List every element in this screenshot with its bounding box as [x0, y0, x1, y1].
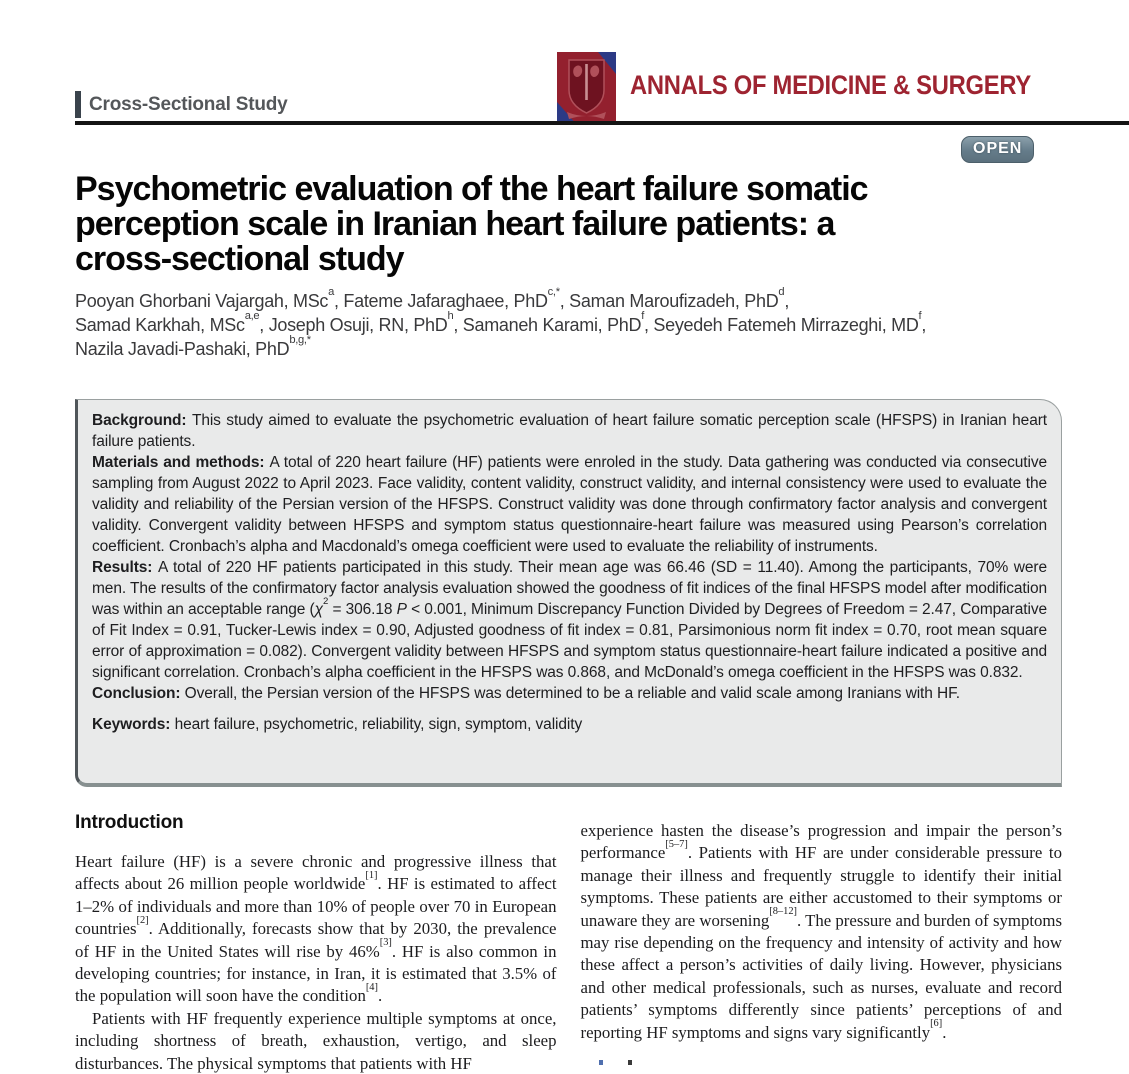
article-title-line: Psychometric evaluation of the heart failure somatic [75, 170, 868, 208]
article-title [75, 172, 1085, 277]
intro-paragraph-3: experience hasten the disease’s progression and impair the person’s performance[5–7]. Patients with HF are under considerable pressure to manage their illness and frequently struggle to identify their initial symptoms. These patients are either accustomed to their symptoms or unaware they are worsening[8–12]. The pressure and burden of symptoms may rise depending on the frequency and intensity of activity and how these affect a person’s activities of daily living. However, physicians and other medical professionals, such as nurses, evaluate and record patients’ symptoms differently since patients’ perceptions of and reporting HF symptoms and signs vary significantly[6]. [580, 821, 1062, 1042]
body-columns [75, 812, 1062, 1074]
intro-paragraph-1: Heart failure (HF) is a severe chronic and progressive illness that affects about 26 million people worldwide[1]. HF is estimated to affect 1–2% of individuals and more than 10% of people over 70 in European countries[2]. Additionally, forecasts show that by 2030, the prevalence of HF in the United States will rise by 46%[3]. HF is also common in developing countries; for instance, in Iran, it is estimated that 3.5% of the population will soon have the condition[4]. [75, 852, 557, 1006]
intro-paragraph-2: Patients with HF frequently experience multiple symptoms at once, including shortness of breath, exhaustion, vertigo, and sleep disturbances. The physical symptoms that patients with HF [75, 1008, 557, 1073]
clipped-text-fragment [628, 1060, 632, 1065]
article-title-line: perception scale in Iranian heart failure patients: a [75, 205, 835, 243]
abstract-box [75, 399, 1062, 787]
article-title-line: cross-sectional study [75, 240, 404, 278]
abstract-results: Results: A total of 220 HF patients participated in this study. Their mean age was 66.46 (SD = 11.40). Among the participants, 70% were men. The results of the confirmatory factor analysis evaluation showed the goodness of fit indices of the final HFSPS model after modification was within an acceptable range ($\chi^2 = 306.18$ P < 0.001, Minimum Discrepancy Function Divided by Degrees of Freedom = 2.47, Comparative of Fit Index = 0.91, Tucker-Lewis index = 0.90, Adjusted goodness of fit index = 0.81, Parsimonious norm fit index = 0.70, root mean square error of approximation = 0.082). Convergent validity between HFSPS and symptom status questionnaire-heart failure indicated a positive and significant correlation. Cronbach’s alpha coefficient in the HFSPS was 0.868, and McDonald’s omega coefficient in the HFSPS was 0.832. [92, 559, 1047, 681]
abstract-keywords: Keywords: heart failure, psychometric, reliability, sign, symptom, validity [92, 716, 583, 733]
body-column-right [581, 812, 1063, 1074]
abstract-methods: Materials and methods: A total of 220 heart failure (HF) patients were enroled in the study. Data gathering was conducted via consecutive sampling from August 2022 to April 2023. Face validity, content validity, construct validity, and internal consistency were used to evaluate the validity and reliability of the Persian version of the HFSPS. Construct validity was done through confirmatory factor analysis and convergent validity. Convergent validity between HFSPS and symptom status questionnaire-heart failure was measured using Pearson’s correlation coefficient. Cronbach’s alpha and Macdonald’s omega coefficient were used to evaluate the reliability of instruments. [92, 454, 1047, 555]
body-column-left [75, 812, 557, 1074]
header-divider [75, 121, 1129, 125]
article-type-label: Cross-Sectional Study [89, 93, 288, 115]
author-list [75, 285, 1085, 361]
abstract-background: Background: This study aimed to evaluate the psychometric evaluation of heart failure somatic perception scale (HFSPS) in Iranian heart failure patients. [92, 412, 1047, 450]
abstract-conclusion: Conclusion: Overall, the Persian version of the HFSPS was determined to be a reliable and valid scale among Iranians with HF. [92, 685, 960, 702]
introduction-heading: Introduction [75, 812, 184, 833]
clipped-text-fragment [599, 1060, 603, 1065]
author-line: Samad Karkhah, MSc$^{a,e}$, Joseph Osuji, RN, PhD$^h$, Samaneh Karami, PhD$^f$, Seyedeh Fatemeh Mirrazeghi, $MD^f$, [75, 309, 927, 335]
journal-crest-icon [557, 52, 616, 125]
journal-title: ANNALS OF MEDICINE & SURGERY [630, 70, 1031, 100]
author-line: Pooyan Ghorbani Vajargah, MSc$^a$, Fateme Jafaraghaee, PhD$^{c,*}$, Saman Maroufizadeh, PhD$^d$, [75, 285, 790, 311]
author-line: Nazila Javadi-Pashaki, PhD$^{b,g,*}$ [75, 333, 311, 359]
open-access-badge[interactable]: OPEN [961, 136, 1034, 163]
section-accent-bar [75, 91, 81, 118]
article-type-header [75, 91, 288, 118]
